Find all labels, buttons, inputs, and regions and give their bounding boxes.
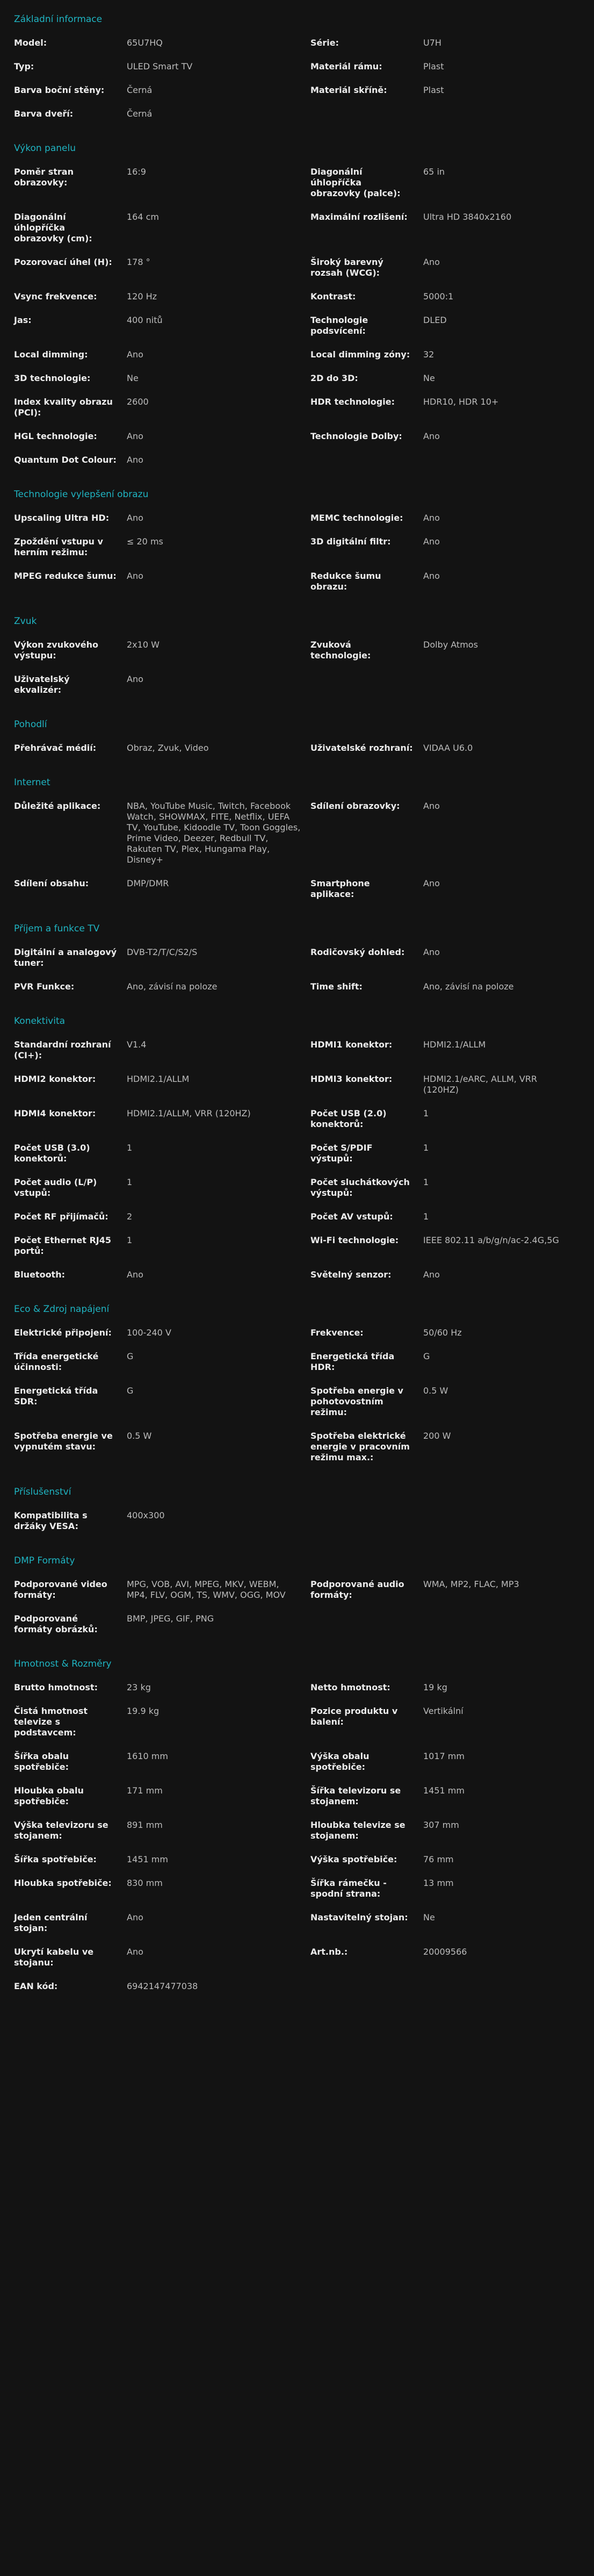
spec-label: Barva dveří: (14, 109, 74, 119)
spec-value: 1 (423, 1211, 429, 1222)
spec-label: Hloubka spotřebiče: (14, 1878, 112, 1888)
spec-label (310, 109, 423, 132)
spec-label: HGL technologie: (14, 431, 97, 441)
spec-value: Ano (423, 513, 440, 523)
spec-value: Ano (127, 571, 143, 581)
spec-value: Ne (423, 1912, 435, 1922)
spec-label: Vsync frekvence: (14, 291, 97, 302)
spec-value: 164 cm (127, 212, 160, 222)
spec-value: DLED (423, 315, 447, 325)
spec-label: Materiál skříně: (310, 85, 387, 95)
spec-section (14, 605, 580, 708)
spec-value: 0.5 W (423, 1386, 448, 1396)
spec-label: Nastavitelný stojan: (310, 1912, 408, 1922)
spec-value: Ano (423, 536, 440, 547)
spec-label: Podporované video formáty: (14, 1579, 107, 1600)
spec-label: Index kvality obrazu (PCI): (14, 397, 113, 418)
spec-label: Počet USB (2.0) konektorů: (310, 1108, 387, 1129)
spec-value (423, 1613, 580, 1648)
spec-label: Šířka rámečku - spodní strana: (310, 1878, 387, 1899)
spec-grid (14, 1579, 580, 1648)
spec-section (14, 4, 580, 132)
spec-label: Třída energetické účinnosti: (14, 1351, 99, 1372)
spec-label: Šířka obalu spotřebiče: (14, 1751, 69, 1772)
spec-value: Plast (423, 85, 444, 95)
spec-value: Ano (423, 1269, 440, 1280)
spec-value: 891 mm (127, 1820, 163, 1830)
spec-value: 400x300 (127, 1510, 165, 1520)
spec-label: Výška televizoru se stojanem: (14, 1820, 108, 1841)
spec-value: Ano (423, 431, 440, 441)
spec-label: Počet S/PDIF výstupů: (310, 1143, 373, 1164)
section-title: Pohodlí (14, 719, 47, 730)
spec-value: HDMI2.1/ALLM, VRR (120HZ) (127, 1108, 251, 1118)
spec-label: Standardní rozhraní (CI+): (14, 1039, 111, 1060)
spec-label: Sdílení obrazovky: (310, 801, 400, 811)
spec-grid (14, 1510, 580, 1545)
spec-label: Elektrické připojení: (14, 1328, 112, 1338)
spec-value: HDMI2.1/ALLM (423, 1039, 486, 1050)
spec-label: Time shift: (310, 981, 363, 992)
spec-value (423, 455, 580, 478)
spec-label: Typ: (14, 61, 34, 71)
spec-label (310, 455, 423, 478)
section-title: Příjem a funkce TV (14, 923, 100, 934)
spec-value: 120 Hz (127, 291, 157, 302)
spec-value: Dolby Atmos (423, 640, 478, 650)
spec-grid (14, 513, 580, 605)
spec-label (310, 674, 423, 708)
spec-value: Černá (127, 85, 153, 95)
section-title: Základní informace (14, 14, 103, 25)
spec-label: Počet audio (L/P) vstupů: (14, 1177, 97, 1198)
spec-label: Počet sluchátkových výstupů: (310, 1177, 410, 1198)
spec-label: MPEG redukce šumu: (14, 571, 117, 581)
spec-section (14, 1293, 580, 1476)
spec-label: 3D digitální filtr: (310, 536, 391, 547)
spec-grid (14, 1039, 580, 1293)
spec-label: Uživatelské rozhraní: (310, 743, 413, 753)
spec-grid (14, 1328, 580, 1476)
section-title: Příslušenství (14, 1487, 71, 1497)
spec-label: Pozorovací úhel (H): (14, 257, 112, 267)
section-title: Výkon panelu (14, 143, 76, 154)
spec-value: G (127, 1351, 134, 1361)
spec-section (14, 1005, 580, 1293)
spec-value: 100-240 V (127, 1328, 171, 1338)
spec-label: Jas: (14, 315, 32, 325)
spec-label: Diagonální úhlopříčka obrazovky (palce): (310, 167, 401, 198)
spec-value: G (423, 1351, 430, 1361)
spec-value: Ano (127, 513, 143, 523)
spec-value: Ano (423, 947, 440, 957)
spec-value: HDMI2.1/ALLM (127, 1074, 190, 1084)
spec-section (14, 1648, 580, 2005)
spec-value: 200 W (423, 1431, 451, 1441)
spec-label: Široký barevný rozsah (WCG): (310, 257, 383, 278)
spec-grid (14, 801, 580, 913)
spec-label: Uživatelský ekvalizér: (14, 674, 70, 695)
spec-label: Podporované formáty obrázků: (14, 1613, 98, 1634)
spec-value: 1610 mm (127, 1751, 168, 1761)
spec-label: Šířka televizoru se stojanem: (310, 1785, 401, 1806)
spec-value: Ano (127, 1269, 143, 1280)
spec-label: Výkon zvukového výstupu: (14, 640, 98, 661)
spec-value: Ne (423, 373, 435, 383)
spec-label: Poměr stran obrazovky: (14, 167, 74, 188)
spec-label: Diagonální úhlopříčka obrazovky (cm): (14, 212, 92, 243)
section-title: Technologie vylepšení obrazu (14, 489, 149, 500)
spec-label: Smartphone aplikace: (310, 878, 370, 899)
spec-label: HDMI4 konektor: (14, 1108, 96, 1118)
spec-value: 1451 mm (423, 1785, 465, 1796)
spec-label: Spotřeba energie ve vypnutém stavu: (14, 1431, 113, 1452)
spec-label (310, 1613, 423, 1648)
spec-label: Barva boční stěny: (14, 85, 105, 95)
spec-value: 1 (127, 1143, 133, 1153)
spec-label: Série: (310, 38, 339, 48)
spec-value (423, 674, 580, 708)
spec-label: Světelný senzor: (310, 1269, 392, 1280)
spec-label: 3D technologie: (14, 373, 91, 383)
spec-section (14, 1545, 580, 1648)
spec-label: Maximální rozlišení: (310, 212, 408, 222)
section-title: Konektivita (14, 1016, 66, 1027)
spec-label: Čistá hmotnost televize s podstavcem: (14, 1706, 88, 1738)
spec-value: V1.4 (127, 1039, 147, 1050)
spec-value: WMA, MP2, FLAC, MP3 (423, 1579, 519, 1589)
spec-value: 19 kg (423, 1682, 447, 1692)
spec-value: 830 mm (127, 1878, 163, 1888)
spec-label: Brutto hmotnost: (14, 1682, 98, 1692)
spec-grid (14, 38, 580, 132)
spec-value: MPG, VOB, AVI, MPEG, MKV, WEBM, MP4, FLV, OGM, TS, WMV, OGG, MOV (127, 1579, 286, 1600)
spec-label: Zvuková technologie: (310, 640, 371, 661)
spec-value: 1 (423, 1143, 429, 1153)
spec-label: Netto hmotnost: (310, 1682, 390, 1692)
spec-value: 307 mm (423, 1820, 459, 1830)
spec-label: Upscaling Ultra HD: (14, 513, 110, 523)
spec-label: HDR technologie: (310, 397, 395, 407)
spec-section (14, 132, 580, 478)
spec-label: 2D do 3D: (310, 373, 358, 383)
section-title: Zvuk (14, 616, 37, 627)
spec-label: HDMI2 konektor: (14, 1074, 96, 1084)
spec-label: Jeden centrální stojan: (14, 1912, 88, 1933)
spec-value (423, 1981, 580, 2005)
spec-value: 2600 (127, 397, 149, 407)
spec-value (423, 109, 580, 132)
spec-label: Quantum Dot Colour: (14, 455, 117, 465)
spec-value: U7H (423, 38, 441, 48)
spec-value: 23 kg (127, 1682, 151, 1692)
spec-value (423, 1510, 580, 1545)
spec-label: Local dimming zóny: (310, 349, 410, 360)
spec-value: 6942147477038 (127, 1981, 198, 1991)
spec-value: Ano (127, 1947, 143, 1957)
spec-label: Art.nb.: (310, 1947, 348, 1957)
spec-label: Zpoždění vstupu v herním režimu: (14, 536, 103, 557)
spec-value: NBA, YouTube Music, Twitch, Facebook Watch, SHOWMAX, FITE, Netflix, UEFA TV, YouTube, Kidoodle TV, Toon Goggles, Prime Video, Deezer, Redbull TV, Rakuten TV, Plex, Hungama Play, Disney+ (127, 801, 301, 865)
spec-label: Bluetooth: (14, 1269, 65, 1280)
spec-value: 1 (423, 1177, 429, 1187)
spec-value: Obraz, Zvuk, Video (127, 743, 209, 753)
spec-value: 2 (127, 1211, 133, 1222)
spec-value: 2x10 W (127, 640, 160, 650)
spec-label: Přehrávač médií: (14, 743, 97, 753)
spec-value: Ano (127, 431, 143, 441)
spec-label: Model: (14, 38, 47, 48)
spec-grid (14, 947, 580, 1005)
spec-label: Technologie Dolby: (310, 431, 402, 441)
spec-value: Ano (127, 674, 143, 684)
spec-value: BMP, JPEG, GIF, PNG (127, 1613, 214, 1624)
spec-section (14, 1476, 580, 1545)
spec-value: Ano (423, 257, 440, 267)
spec-label: EAN kód: (14, 1981, 58, 1991)
spec-value: Ano (423, 801, 440, 811)
spec-label: Hloubka obalu spotřebiče: (14, 1785, 84, 1806)
spec-label: Kompatibilita s držáky VESA: (14, 1510, 88, 1531)
section-title: Internet (14, 777, 50, 788)
spec-value: 1 (423, 1108, 429, 1118)
spec-value: Ano (127, 455, 143, 465)
spec-value: 65U7HQ (127, 38, 163, 48)
spec-value: 5000:1 (423, 291, 454, 302)
spec-value: G (127, 1386, 134, 1396)
spec-value: 1017 mm (423, 1751, 465, 1761)
spec-value: 178 ° (127, 257, 150, 267)
spec-value: VIDAA U6.0 (423, 743, 473, 753)
section-title: DMP Formáty (14, 1555, 75, 1566)
spec-label: Kontrast: (310, 291, 356, 302)
spec-value: Ano (423, 878, 440, 888)
spec-value: 32 (423, 349, 434, 360)
spec-label (310, 1510, 423, 1545)
spec-label: Výška obalu spotřebiče: (310, 1751, 370, 1772)
spec-label: Počet AV vstupů: (310, 1211, 393, 1222)
spec-value: HDMI2.1/eARC, ALLM, VRR (120HZ) (423, 1074, 538, 1095)
spec-section (14, 478, 580, 605)
spec-value: 1 (127, 1177, 133, 1187)
spec-value: Černá (127, 109, 153, 119)
spec-value: DMP/DMR (127, 878, 169, 888)
spec-label: Počet RF přijímačů: (14, 1211, 108, 1222)
spec-value: 50/60 Hz (423, 1328, 462, 1338)
spec-label: Hloubka televize se stojanem: (310, 1820, 405, 1841)
spec-value: 16:9 (127, 167, 146, 177)
spec-label: Rodičovský dohled: (310, 947, 405, 957)
spec-label: Podporované audio formáty: (310, 1579, 404, 1600)
spec-label: Počet USB (3.0) konektorů: (14, 1143, 90, 1164)
spec-label: Počet Ethernet RJ45 portů: (14, 1235, 111, 1256)
spec-value: 19.9 kg (127, 1706, 160, 1716)
spec-value: IEEE 802.11 a/b/g/n/ac-2.4G,5G (423, 1235, 559, 1245)
spec-label: Sdílení obsahu: (14, 878, 89, 888)
spec-value: Plast (423, 61, 444, 71)
spec-label: Frekvence: (310, 1328, 364, 1338)
spec-label: Energetická třída HDR: (310, 1351, 395, 1372)
spec-label: HDMI1 konektor: (310, 1039, 393, 1050)
spec-grid (14, 1682, 580, 2005)
spec-label: MEMC technologie: (310, 513, 403, 523)
spec-value: 1 (127, 1235, 133, 1245)
spec-value: DVB-T2/T/C/S2/S (127, 947, 198, 957)
spec-value: Ano, závisí na poloze (127, 981, 218, 992)
spec-section (14, 913, 580, 1005)
spec-label: Šířka spotřebiče: (14, 1854, 97, 1864)
spec-value: Vertikální (423, 1706, 463, 1716)
spec-value: 400 nitů (127, 315, 163, 325)
spec-grid (14, 640, 580, 708)
section-title: Hmotnost & Rozměry (14, 1659, 112, 1669)
spec-value: 76 mm (423, 1854, 454, 1864)
spec-section (14, 766, 580, 913)
spec-value: Ano (423, 571, 440, 581)
spec-grid (14, 167, 580, 478)
spec-value: 13 mm (423, 1878, 454, 1888)
spec-label: Energetická třída SDR: (14, 1386, 98, 1407)
spec-label: Spotřeba elektrické energie v pracovním režimu max.: (310, 1431, 410, 1462)
spec-value: ≤ 20 ms (127, 536, 163, 547)
spec-value: Ano, závisí na poloze (423, 981, 514, 992)
spec-label (310, 1981, 423, 2005)
spec-value: 0.5 W (127, 1431, 152, 1441)
spec-label: Ukrytí kabelu ve stojanu: (14, 1947, 94, 1968)
spec-value: Ano (127, 349, 143, 360)
spec-label: Technologie podsvícení: (310, 315, 368, 336)
spec-section (14, 708, 580, 766)
spec-value: 65 in (423, 167, 445, 177)
spec-value: ULED Smart TV (127, 61, 193, 71)
spec-value: Ano (127, 1912, 143, 1922)
spec-value: Ne (127, 373, 139, 383)
spec-label: HDMI3 konektor: (310, 1074, 393, 1084)
spec-label: Local dimming: (14, 349, 88, 360)
spec-label: PVR Funkce: (14, 981, 75, 992)
spec-label: Výška spotřebiče: (310, 1854, 397, 1864)
spec-label: Redukce šumu obrazu: (310, 571, 381, 592)
spec-label: Důležité aplikace: (14, 801, 101, 811)
spec-value: HDR10, HDR 10+ (423, 397, 499, 407)
spec-value: 20009566 (423, 1947, 467, 1957)
spec-value: 1451 mm (127, 1854, 168, 1864)
spec-grid (14, 743, 580, 766)
spec-value: Ultra HD 3840x2160 (423, 212, 512, 222)
spec-label: Spotřeba energie v pohotovostním režimu: (310, 1386, 403, 1417)
section-title: Eco & Zdroj napájení (14, 1304, 110, 1315)
spec-label: Pozice produktu v balení: (310, 1706, 398, 1727)
spec-value: 171 mm (127, 1785, 163, 1796)
spec-label: Digitální a analogový tuner: (14, 947, 117, 968)
spec-label: Materiál rámu: (310, 61, 382, 71)
spec-label: Wi-Fi technologie: (310, 1235, 399, 1245)
